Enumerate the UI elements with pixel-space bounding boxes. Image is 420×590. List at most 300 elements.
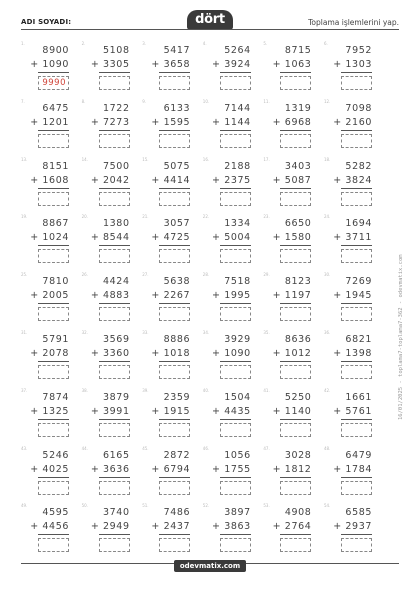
second-addend: + 4883 — [90, 290, 130, 302]
sum-line — [159, 534, 190, 535]
first-addend: 8151 — [42, 160, 69, 172]
problem-number: 21. — [142, 214, 149, 220]
sum-line — [38, 188, 69, 189]
sum-line — [280, 303, 311, 304]
problem-number: 12. — [324, 98, 331, 104]
second-addend: + 3991 — [90, 405, 130, 417]
sum-line — [99, 188, 130, 189]
problem-number: 52. — [202, 503, 210, 509]
answer-box[interactable] — [341, 423, 372, 437]
problem-number: 17. — [263, 156, 270, 162]
addition-problem — [263, 157, 323, 213]
addition-problem — [21, 272, 81, 328]
addition-problem — [82, 503, 142, 559]
second-addend: + 3360 — [90, 347, 130, 359]
second-addend: + 5087 — [272, 174, 312, 186]
sum-line — [99, 361, 130, 362]
second-addend: + 1140 — [272, 405, 312, 417]
problem-number: 28. — [202, 272, 210, 278]
sum-line — [341, 361, 372, 362]
problem-number: 54. — [324, 503, 331, 509]
sum-line — [159, 361, 190, 362]
sum-line — [280, 188, 311, 189]
problem-number: 23. — [263, 214, 270, 220]
sum-line — [341, 419, 372, 420]
addition-problem — [263, 388, 323, 444]
addition-problem — [263, 272, 323, 328]
problem-number: 15. — [142, 156, 149, 162]
answer-box[interactable] — [99, 538, 130, 552]
answer-box[interactable] — [280, 134, 311, 148]
answer-box[interactable] — [341, 249, 372, 263]
first-addend: 1661 — [345, 391, 372, 403]
problem-row — [21, 41, 381, 99]
first-addend: 5250 — [284, 391, 312, 403]
problem-number: 19. — [21, 214, 28, 220]
sum-line — [159, 188, 190, 189]
problem-number: 25. — [21, 272, 28, 278]
answer-box[interactable] — [280, 76, 311, 90]
answer-box[interactable] — [220, 249, 251, 263]
second-addend: + 2267 — [151, 290, 191, 302]
addition-problem — [142, 330, 202, 386]
answer-box[interactable] — [99, 307, 130, 321]
answer-box[interactable] — [159, 192, 190, 206]
addition-problem — [324, 272, 384, 328]
sum-line — [38, 419, 69, 420]
first-addend: 8886 — [163, 333, 191, 345]
second-addend: + 6794 — [151, 463, 191, 475]
problem-number: 1. — [21, 41, 25, 46]
problem-number: 22. — [202, 214, 210, 220]
second-addend: + 2437 — [151, 521, 191, 533]
problem-number: 35. — [263, 329, 270, 335]
problem-number: 18. — [324, 156, 331, 162]
sum-line — [220, 72, 251, 73]
problem-row — [21, 99, 381, 157]
answer-box[interactable] — [38, 134, 69, 148]
problem-row — [21, 388, 381, 446]
answer-box[interactable] — [159, 249, 190, 263]
addition-problem — [203, 446, 263, 502]
problem-number: 13. — [21, 156, 28, 162]
answer-box[interactable] — [280, 365, 311, 379]
first-addend: 3740 — [103, 507, 130, 519]
problem-number: 53. — [263, 503, 270, 509]
first-addend: 5264 — [224, 45, 251, 56]
answer-box[interactable] — [220, 538, 251, 552]
first-addend: 6821 — [345, 333, 372, 345]
second-addend: + 7273 — [90, 116, 130, 128]
problem-number: 31. — [21, 329, 28, 335]
second-addend: + 2764 — [272, 521, 312, 533]
problem-number: 47. — [263, 445, 270, 451]
sum-line — [159, 303, 190, 304]
addition-problem — [142, 157, 202, 213]
addition-problem — [203, 214, 263, 270]
sum-line — [99, 72, 130, 73]
problem-number: 50. — [81, 503, 88, 509]
second-addend: + 1608 — [30, 174, 69, 186]
first-addend: 5075 — [163, 160, 191, 172]
addition-problem — [82, 446, 142, 502]
problem-number: 14. — [81, 156, 88, 162]
sum-line — [99, 477, 130, 478]
second-addend: + 3924 — [212, 59, 251, 70]
addition-problem — [142, 388, 202, 444]
second-addend: + 1012 — [272, 347, 312, 359]
addition-problem — [21, 41, 81, 97]
sum-line — [159, 72, 190, 73]
addition-problem — [142, 41, 202, 97]
sum-line — [38, 361, 69, 362]
answer-box[interactable] — [220, 76, 251, 90]
first-addend: 6133 — [163, 102, 191, 114]
answer-box[interactable] — [341, 538, 372, 552]
first-addend: 5108 — [103, 45, 130, 56]
sum-line — [220, 303, 251, 304]
addition-problem — [142, 214, 202, 270]
second-addend: + 1398 — [333, 347, 372, 359]
problem-row — [21, 157, 381, 215]
answer-box[interactable] — [159, 481, 190, 495]
second-addend: + 4025 — [30, 463, 69, 475]
first-addend: 6165 — [103, 449, 130, 461]
first-addend: 5791 — [42, 333, 69, 345]
problem-number: 5. — [263, 41, 268, 46]
second-addend: + 1063 — [272, 59, 312, 70]
sum-line — [220, 534, 251, 535]
second-addend: + 1090 — [30, 59, 69, 70]
second-addend: + 5761 — [333, 405, 372, 417]
sum-line — [220, 130, 251, 131]
problem-number: 32. — [81, 329, 88, 335]
first-addend: 2359 — [163, 391, 191, 403]
addition-problem — [324, 503, 384, 559]
problem-row — [21, 446, 381, 504]
second-addend: + 1303 — [333, 59, 372, 70]
first-addend: 5246 — [42, 449, 69, 461]
first-addend: 2872 — [163, 449, 191, 461]
addition-problem — [82, 99, 142, 155]
first-addend: 4595 — [42, 507, 69, 519]
answer-box[interactable] — [99, 192, 130, 206]
first-addend: 2188 — [224, 160, 251, 172]
sum-line — [341, 72, 372, 73]
answer-box[interactable] — [38, 538, 69, 552]
answer-box[interactable] — [99, 365, 130, 379]
answer-box[interactable] — [341, 307, 372, 321]
sum-line — [159, 130, 190, 131]
answer-box[interactable] — [280, 249, 311, 263]
first-addend: 3569 — [103, 333, 130, 345]
first-addend: 5638 — [163, 276, 191, 288]
second-addend: + 4456 — [30, 521, 69, 533]
addition-problem — [21, 446, 81, 502]
addition-problem — [21, 99, 81, 155]
second-addend: + 1595 — [151, 116, 191, 128]
second-addend: + 6968 — [272, 116, 312, 128]
second-addend: + 1325 — [30, 405, 69, 417]
first-addend: 1334 — [224, 218, 251, 230]
addition-problem — [82, 41, 142, 97]
second-addend: + 1580 — [272, 232, 312, 244]
first-addend: 4424 — [103, 276, 130, 288]
addition-problem — [82, 214, 142, 270]
problem-number: 34. — [202, 329, 210, 335]
problem-number: 10. — [202, 98, 210, 104]
answer-box[interactable] — [280, 538, 311, 552]
answer-box[interactable] — [341, 365, 372, 379]
problem-number: 43. — [21, 445, 28, 451]
second-addend: + 4435 — [212, 405, 251, 417]
problem-number: 20. — [81, 214, 88, 220]
answer-box[interactable] — [220, 481, 251, 495]
second-addend: + 2005 — [30, 290, 69, 302]
addition-problem — [324, 214, 384, 270]
second-addend: + 1755 — [212, 463, 251, 475]
problem-number: 16. — [202, 156, 210, 162]
answer-box[interactable] — [220, 423, 251, 437]
answer-box[interactable] — [38, 249, 69, 263]
sum-line — [220, 361, 251, 362]
answer-box[interactable] — [341, 192, 372, 206]
problem-number: 38. — [81, 387, 88, 393]
second-addend: + 2937 — [333, 521, 372, 533]
problem-number: 4. — [202, 41, 207, 46]
sum-line — [280, 477, 311, 478]
problem-number: 7. — [21, 98, 25, 104]
second-addend: + 1197 — [272, 290, 312, 302]
answer-box[interactable] — [99, 423, 130, 437]
answer-box[interactable] — [99, 134, 130, 148]
sum-line — [99, 534, 130, 535]
second-addend: + 2949 — [90, 521, 130, 533]
second-addend: + 3711 — [333, 232, 372, 244]
addition-problem — [324, 388, 384, 444]
problem-number: 51. — [142, 503, 149, 509]
addition-problem — [203, 388, 263, 444]
first-addend: 7952 — [345, 45, 372, 56]
answer-box[interactable] — [341, 134, 372, 148]
answer-box[interactable] — [38, 481, 69, 495]
first-addend: 7500 — [103, 160, 130, 172]
second-addend: + 2078 — [30, 347, 69, 359]
problem-number: 46. — [202, 445, 210, 451]
problem-number: 44. — [81, 445, 88, 451]
addition-problem — [324, 99, 384, 155]
addition-problem — [82, 157, 142, 213]
answer-box[interactable] — [341, 481, 372, 495]
answer-box[interactable] — [220, 134, 251, 148]
second-addend: + 3658 — [151, 59, 191, 70]
answer-box[interactable] — [159, 538, 190, 552]
sum-line — [220, 245, 251, 246]
second-addend: + 1090 — [212, 347, 251, 359]
addition-problem — [21, 330, 81, 386]
problem-row — [21, 272, 381, 330]
second-addend: + 3305 — [90, 59, 130, 70]
addition-problem — [263, 503, 323, 559]
first-addend: 1504 — [224, 391, 251, 403]
answer-box[interactable] — [220, 365, 251, 379]
problem-row — [21, 330, 381, 388]
sum-line — [280, 419, 311, 420]
second-addend: + 1945 — [333, 290, 372, 302]
answer-box[interactable] — [280, 307, 311, 321]
problem-row — [21, 214, 381, 272]
footer-site-label: odevmatix.com — [174, 560, 246, 572]
second-addend: + 2042 — [90, 174, 130, 186]
first-addend: 7874 — [42, 391, 69, 403]
answer-box[interactable] — [220, 307, 251, 321]
sum-line — [38, 534, 69, 535]
second-addend: + 1784 — [333, 463, 372, 475]
problem-number: 42. — [324, 387, 331, 393]
sum-line — [341, 130, 372, 131]
sum-line — [341, 303, 372, 304]
sum-line — [159, 419, 190, 420]
answer-box[interactable] — [38, 192, 69, 206]
second-addend: + 5004 — [212, 232, 251, 244]
sum-line — [341, 534, 372, 535]
answer-box[interactable] — [159, 76, 190, 90]
problem-row — [21, 503, 381, 561]
addition-problem — [324, 330, 384, 386]
sum-line — [280, 245, 311, 246]
problem-number: 11. — [263, 98, 270, 104]
first-addend: 6585 — [345, 507, 372, 519]
sum-line — [220, 477, 251, 478]
problem-number: 37. — [21, 387, 28, 393]
first-addend: 6475 — [42, 102, 69, 114]
sum-line — [280, 361, 311, 362]
answer-box[interactable] — [280, 423, 311, 437]
first-addend: 3028 — [284, 449, 312, 461]
addition-problem — [21, 503, 81, 559]
instruction-text: Toplama işlemlerini yap. — [308, 18, 399, 27]
addition-problem — [263, 214, 323, 270]
sum-line — [341, 477, 372, 478]
problem-number: 27. — [142, 272, 149, 278]
first-addend: 1380 — [103, 218, 130, 230]
sum-line — [220, 419, 251, 420]
problem-number: 8. — [81, 98, 86, 104]
problem-number: 45. — [142, 445, 149, 451]
first-addend: 3403 — [284, 160, 312, 172]
second-addend: + 1018 — [151, 347, 191, 359]
sum-line — [220, 188, 251, 189]
sum-line — [38, 477, 69, 478]
problem-number: 49. — [21, 503, 28, 509]
second-addend: + 8544 — [90, 232, 130, 244]
answer-box[interactable] — [38, 307, 69, 321]
first-addend: 7144 — [224, 102, 251, 114]
first-addend: 6650 — [284, 218, 312, 230]
sum-line — [99, 419, 130, 420]
problem-number: 48. — [324, 445, 331, 451]
sum-line — [341, 245, 372, 246]
first-addend: 4908 — [284, 507, 312, 519]
answer-box[interactable] — [159, 423, 190, 437]
problem-number: 26. — [81, 272, 88, 278]
addition-problem — [203, 41, 263, 97]
first-addend: 6479 — [345, 449, 372, 461]
problem-grid — [21, 41, 381, 561]
name-label: ADI SOYADI: — [21, 18, 72, 26]
second-addend: + 1201 — [30, 116, 69, 128]
first-addend: 1319 — [284, 102, 312, 114]
sum-line — [159, 245, 190, 246]
second-addend: + 3863 — [212, 521, 251, 533]
answer-box[interactable] — [38, 423, 69, 437]
answer-box[interactable] — [341, 76, 372, 90]
sum-line — [159, 477, 190, 478]
addition-problem — [203, 157, 263, 213]
first-addend: 1056 — [224, 449, 251, 461]
answer-box[interactable] — [38, 365, 69, 379]
addition-problem — [142, 99, 202, 155]
sum-line — [99, 245, 130, 246]
sum-line — [280, 72, 311, 73]
second-addend: + 1144 — [212, 116, 251, 128]
addition-problem — [82, 330, 142, 386]
sum-line — [280, 534, 311, 535]
answer-box[interactable] — [220, 192, 251, 206]
first-addend: 3929 — [224, 333, 251, 345]
second-addend: + 2160 — [333, 116, 372, 128]
answer-box[interactable] — [99, 481, 130, 495]
answer-box[interactable] — [159, 134, 190, 148]
sum-line — [38, 72, 69, 73]
answer-box[interactable] — [159, 365, 190, 379]
second-addend: + 3636 — [90, 463, 130, 475]
answer-box[interactable] — [280, 481, 311, 495]
addition-problem — [203, 503, 263, 559]
first-addend: 1694 — [345, 218, 372, 230]
sum-line — [341, 188, 372, 189]
second-addend: + 1024 — [30, 232, 69, 244]
sum-line — [38, 245, 69, 246]
problem-number: 41. — [263, 387, 270, 393]
side-footer-text: 16/01/2025 - toplama7-toplama7-362 - odevmatix.com — [398, 254, 404, 420]
sum-line — [280, 130, 311, 131]
first-addend: 5417 — [163, 45, 191, 56]
problem-number: 9. — [142, 98, 147, 104]
second-addend: + 1915 — [151, 405, 191, 417]
first-addend: 8123 — [284, 276, 312, 288]
addition-problem — [263, 99, 323, 155]
addition-problem — [263, 330, 323, 386]
first-addend: 7486 — [163, 507, 191, 519]
first-addend: 8867 — [42, 218, 69, 230]
problem-number: 33. — [142, 329, 149, 335]
answer-box[interactable] — [159, 307, 190, 321]
problem-number: 2. — [81, 41, 86, 46]
problem-number: 36. — [324, 329, 331, 335]
answer-box[interactable] — [280, 192, 311, 206]
first-addend: 7269 — [345, 276, 372, 288]
addition-problem — [203, 330, 263, 386]
second-addend: + 1812 — [272, 463, 312, 475]
answer-box[interactable] — [99, 76, 130, 90]
addition-problem — [21, 388, 81, 444]
addition-problem — [142, 503, 202, 559]
answer-box[interactable] — [99, 249, 130, 263]
answer-text: 9990 — [42, 78, 66, 88]
sum-line — [38, 130, 69, 131]
first-addend: 7810 — [42, 276, 69, 288]
